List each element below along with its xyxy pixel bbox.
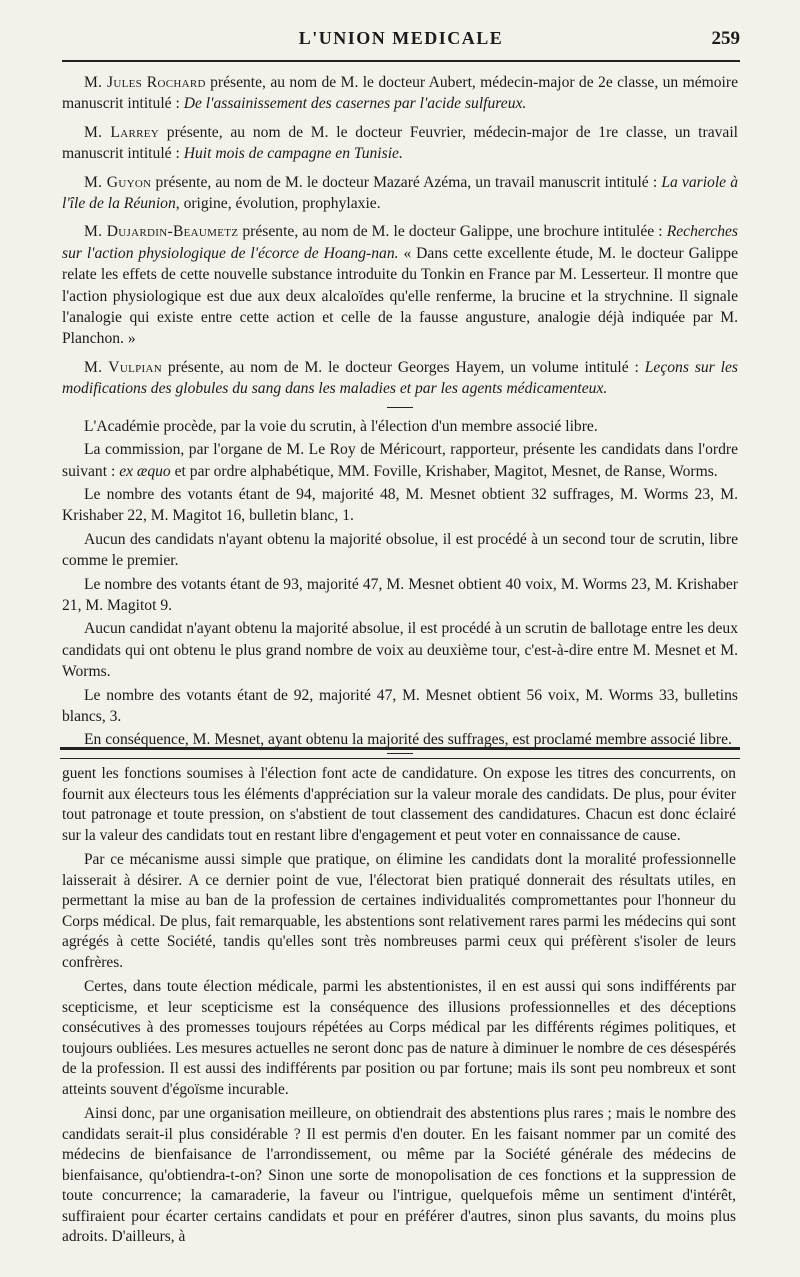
article-paragraph: Certes, dans toute élection médicale, parmi les abstentionistes, il en est aussi qui sons indifférents par scepticisme, et leur scepticisme est la conséquence des illusions professionnelles et des déceptions consécutives à des promesses toujours répétées au Corps médical par les différents régimes politiques, et toujours oubliées. Les mesures actuelles ne seront donc pas de nature à diminuer le nombre de ces désespérés de la profession. Il est aussi des indifférents par position ou par fortune; mais ils sont peu nombreux et sont atteints souvent d'égoïsme incurable.: [62, 978, 736, 1098]
article-paragraph: Ainsi donc, par une organisation meilleure, on obtiendrait des abstentions plus rares ; mais le nombre des candidats serait-il plus considérable ? Il est permis d'en douter. En les faisant nommer par un comité des médecins de bienfaisance de l'arrondissement, ou même par la Société générale des médecins de bienfaisance, qu'obtiendra-t-on? Sinon une sorte de monopolisation de ces fonctions et la suppression de toute concurrence; la camaraderie, la faveur ou l'intrigue, quelquefois même un sentiment d'intérêt, suffiraient pour écarter certains candidats et pour en préférer d'autres, sinon plus savants, du moins plus adroits. D'ailleurs, à: [62, 1105, 736, 1245]
running-title: L'UNION MEDICALE: [298, 28, 504, 48]
article-continuation: [62, 764, 736, 1252]
work-title: De l'assainissement des casernes par l'acide sulfureux.: [183, 95, 527, 113]
presenter-name: M. Jules Rochard: [84, 74, 206, 91]
article-paragraph: guent les fonctions soumises à l'élection font acte de candidature. On expose les titres des concurrents, on fournit aux électeurs tous les éléments d'appréciation sur la valeur morale des candidats. De plus, pour éviter tout patronage et toute pression, on s'abstient de tout classement des candidatures. Chacun est donc éclairé sur la valeur des candidats tout en restant libre d'engagement et peut voter en connaissance de cause.: [62, 765, 736, 844]
election-second-tour: Aucun des candidats n'ayant obtenu la majorité obsolue, il est procédé à un second tour de scrutin, libre comme le premier.: [62, 530, 738, 570]
presentation-larrey: [62, 122, 738, 165]
presenter-name: M. Larrey: [84, 123, 160, 141]
presentation-text: présente, au nom de M. le docteur Feuvrier, médecin-major de 1re classe, un travail manuscrit intitulé :: [62, 123, 738, 163]
election-ballotage: Aucun candidat n'ayant obtenu la majorité absolue, il est procédé à un scrutin de ballotage entre les deux candidats qui ont obtenu le plus grand nombre de voix au deuxième tour, c'est-à-dire entre M. Mesnet et M. Worms.: [62, 620, 738, 681]
presentation-text: présente, au nom de M. le docteur Georges Hayem, un volume intitulé :: [161, 358, 645, 376]
presentation-guyon: [62, 172, 738, 215]
presentation-text-after: , origine, évolution, prophylaxie.: [175, 195, 381, 213]
presenter-name: M. Guyon: [84, 173, 152, 191]
article-paragraph: Par ce mécanisme aussi simple que pratique, on élimine les candidats dont la moralité professionnelle laisserait à désirer. A ce dernier point de vue, l'électorat bien pratiqué donnerait des résultats utiles, en permettant la mise au ban de la profession de certaines individualités compromettantes pour l'honneur du Corps médical. De plus, fait remarquable, les abstentions sont relativement rares parmi les médecins qui sont agrégés à cette Société, tandis qu'elles sont très nombreuses parmi ceux qui préfèrent s'isoler de leurs confrères.: [62, 851, 736, 971]
presentation-text: présente, au nom de M. le docteur Aubert, médecin-major de 2e classe, un mémoire manuscrit intitulé :: [62, 74, 738, 113]
work-title: Recherches sur l'action physiologique de l'écorce de Hoang-nan.: [62, 223, 738, 262]
presentation-text: présente, au nom de M. le docteur Galippe, une brochure intitulée :: [238, 223, 667, 241]
academy-proceedings: [62, 72, 738, 762]
section-separator: [387, 407, 413, 408]
presenter-name: M. Vulpian: [84, 358, 162, 376]
page-number: 259: [711, 28, 740, 49]
commission-candidates: et par ordre alphabétique, MM. Foville, Krishaber, Magitot, Mesnet, de Ranse, Worms.: [170, 462, 718, 480]
work-title: Leçons sur les modifications des globules du sang dans les maladies et par les agents médicamenteux.: [62, 358, 738, 398]
commission-text: La commission, par l'organe de M. Le Roy de Méricourt, rapporteur, présente les candidats dans l'ordre suivant :: [62, 441, 738, 480]
commission-italic: ex æquo: [119, 462, 171, 480]
presentation-dujardin-beaumetz: [62, 221, 738, 349]
election-round-2: Le nombre des votants étant de 93, majorité 47, M. Mesnet obtient 40 voix, M. Worms 23, M. Krishaber 21, M. Magitot 9.: [62, 575, 738, 614]
presenter-name: M. Dujardin-Beaumetz: [84, 223, 239, 241]
double-rule-divider: [60, 747, 740, 759]
page-header: [62, 28, 740, 64]
presentation-vulpian: [62, 357, 738, 400]
election-intro: L'Académie procède, par la voie du scrutin, à l'élection d'un membre associé libre.: [84, 417, 598, 435]
election-round-3: Le nombre des votants étant de 92, majorité 47, M. Mesnet obtient 56 voix, M. Worms 33, bulletins blancs, 3.: [62, 686, 738, 725]
presentation-text: présente, au nom de M. le docteur Mazaré Azéma, un travail manuscrit intitulé :: [151, 173, 662, 191]
election-result: En conséquence, M. Mesnet, ayant obtenu la majorité des suffrages, est proclamé membre associé libre.: [84, 731, 732, 749]
presentation-rochard: [62, 72, 738, 115]
header-rule: [62, 60, 740, 62]
work-title: Huit mois de campagne en Tunisie.: [183, 145, 403, 163]
election-round-1: Le nombre des votants étant de 94, majorité 48, M. Mesnet obtient 32 suffrages, M. Worms 23, M. Krishaber 22, M. Magitot 16, bulletin blanc, 1.: [62, 485, 738, 525]
presentation-text-after: « Dans cette excellente étude, M. le docteur Galippe relate les effets de cette nouvelle substance introduite du Tonkin en France par M. Lesserteur. Il montre que l'action physiologique est due aux deux alcaloïdes qu'elle renferme, la brucine et la strychnine. Il signale l'analogie qui existe entre cette action et celle de la fausse angusture, analogie déjà indiquée par M. Planchon. »: [62, 244, 738, 348]
work-title: La variole à l'île de la Réunion: [62, 173, 738, 213]
election-commission: [62, 439, 738, 482]
